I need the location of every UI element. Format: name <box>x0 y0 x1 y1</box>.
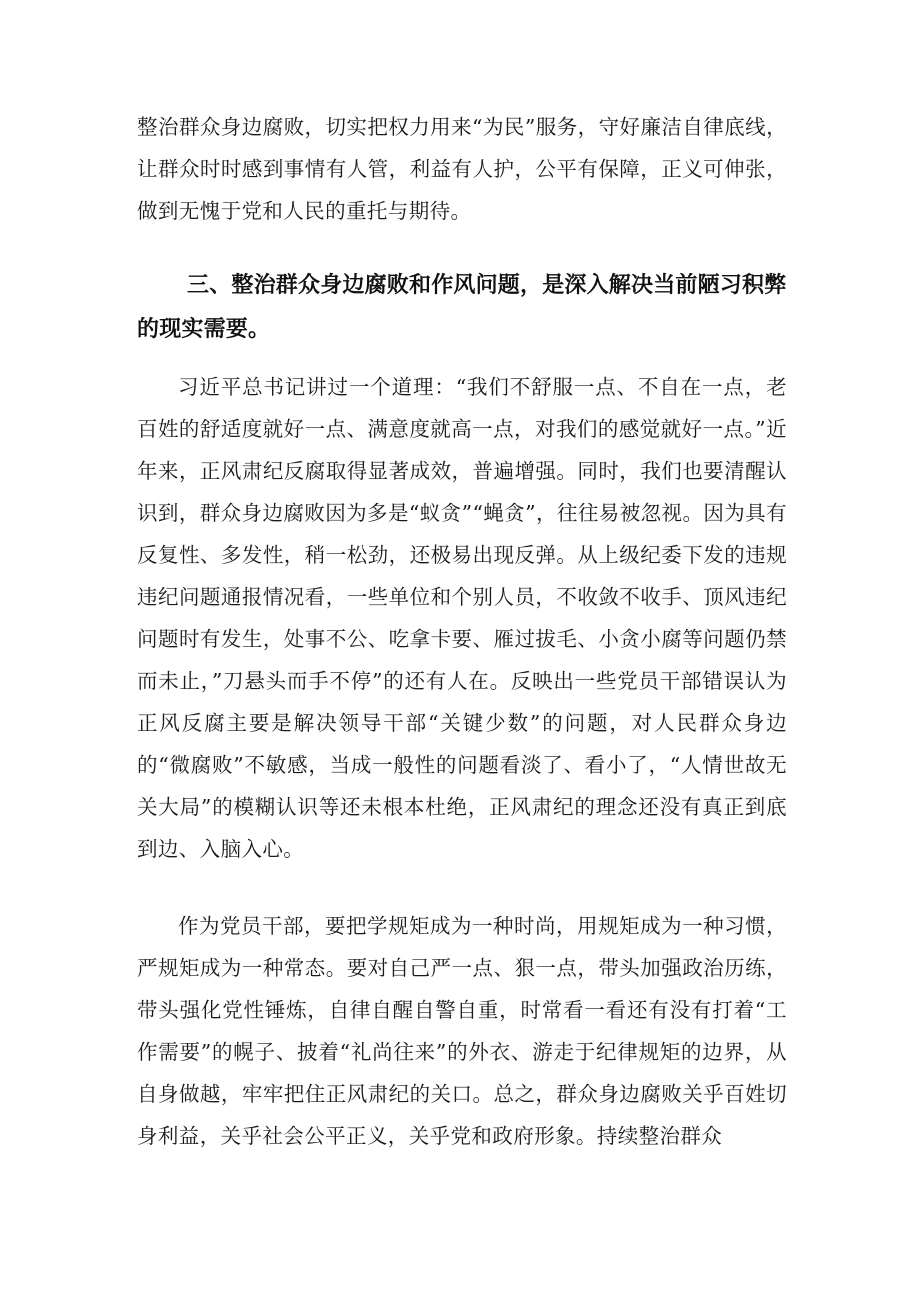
body-paragraph-party-members: 作为党员干部，要把学规矩成为一种时尚，用规矩成为一种习惯，严规矩成为一种常态。要对自己严一点、狠一点，带头加强政治历练，带头强化党性锤炼，自律自醒自警自重，时常看一看还有没有打着“工作需要”的幌子、披着“礼尚往来”的外衣、游走于纪律规矩的边界，从自身做越，牢牢把住正风肃纪的关口。总之，群众身边腐败关乎百姓切身利益，关乎社会公平正义，关乎党和政府形象。持续整治群众 <box>137 914 787 1148</box>
body-paragraph-quote: 习近平总书记讲过一个道理：“我们不舒服一点、不自在一点，老百姓的舒适度就好一点、满意度就高一点，对我们的感觉就好一点。”近年来，正风肃纪反腐取得显著成效，普遍增强。同时，我们也要清醒认识到，群众身边腐败因为多是“蚁贪”“蝇贪”，往往易被忽视。因为具有反复性、多发性，稍一松劲，还极易出现反弹。从上级纪委下发的违规违纪问题通报情况看，一些单位和个别人员，不收敛不收手、顶风违纪问题时有发生，处事不公、吃拿卡要、雁过拔毛、小贪小腐等问题仍禁而未止，”刀悬头而手不停”的还有人在。反映出一些党员干部错误认为正风反腐主要是解决领导干部“关键少数”的问题，对人民群众身边的“微腐败”不敏感，当成一般性的问题看淡了、看小了，“人情世故无关大局”的模糊认识等还未根本杜绝，正风肃纪的理念还没有真正到底到边、入脑入心。 <box>137 375 787 861</box>
section-heading-three: 三、整治群众身边腐败和作风问题，是深入解决当前陋习积弊的现实需要。 <box>137 273 787 342</box>
body-paragraph-continuation: 整治群众身边腐败，切实把权力用来“为民”服务，守好廉洁自律底线，让群众时时感到事情有人管，利益有人护，公平有保障，正义可伸张，做到无愧于党和人民的重托与期待。 <box>137 115 787 223</box>
